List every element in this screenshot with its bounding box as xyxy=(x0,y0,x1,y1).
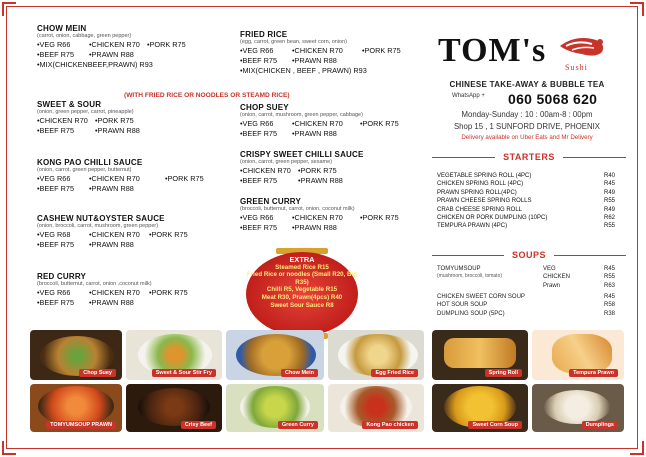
photo-tile xyxy=(126,384,222,432)
ingredients: (onion, broccoli, carrot, mushroom, green pepper) xyxy=(37,223,159,229)
price-item: •PRAWN R88 xyxy=(292,129,337,138)
ingredients: (broccoli, butternut, carrot, onion, coconut milk) xyxy=(240,206,355,212)
photo-caption: Sweet Corn Soup xyxy=(468,421,522,429)
price-item: •PRAWN R88 xyxy=(292,56,337,65)
tagline: CHINESE TAKE-AWAY & BUBBLE TEA xyxy=(449,80,605,89)
item-name: CHICKEN SWEET CORN SOUP xyxy=(437,294,525,300)
ingredients: (carrot, onion, cabbage, green pepper) xyxy=(37,33,132,39)
list-item xyxy=(437,172,615,180)
price-item: •PORK R75 xyxy=(360,119,399,128)
price-item: •MIX(CHICKENBEEF,PRAWN) R93 xyxy=(37,60,153,69)
photo-tile xyxy=(30,384,122,432)
photo-caption: Spring Roll xyxy=(485,369,522,377)
photo-tile xyxy=(126,330,222,380)
price-item: •CHICKEN R70 xyxy=(89,40,140,49)
price-item: •PRAWN R88 xyxy=(298,176,343,185)
photo-caption: TOMYUMSOUP PRAWN xyxy=(46,421,116,429)
price-item: •BEEF R75 xyxy=(37,126,75,135)
list-item xyxy=(437,301,615,309)
corner-ornament xyxy=(2,441,16,455)
corner-ornament xyxy=(630,2,644,16)
list-item xyxy=(437,180,615,188)
price-item: •CHICKEN R70 xyxy=(240,166,291,175)
price-item: •MIX(CHICKEN , BEEF , PRAWN) R93 xyxy=(240,66,367,75)
item-price: R62 xyxy=(603,215,615,222)
crispy-section xyxy=(240,150,364,186)
price-item: •VEG R66 xyxy=(240,213,274,222)
extra-line: Steamed Rice R15 xyxy=(275,263,329,271)
item-name: VEGETABLE SPRING ROLL (4PC) xyxy=(437,173,532,179)
option-name: CHICKEN xyxy=(543,274,571,281)
extra-line: Fried Rice or noodles (Small R20, Big R35) xyxy=(246,271,358,286)
price-item: •PORK R75 xyxy=(165,174,204,183)
brand-logo: TOM's xyxy=(438,32,547,69)
photo-caption: Chop Suey xyxy=(79,369,116,377)
photo-tile xyxy=(532,384,624,432)
photo-tile xyxy=(226,384,324,432)
price-item: •CHICKEN R70 xyxy=(292,213,343,222)
item-name: DUMPLING SOUP (5PC) xyxy=(437,310,505,317)
price-item: •BEEF R75 xyxy=(240,129,278,138)
item-price: R38 xyxy=(603,310,615,317)
photo-caption: Dumplings xyxy=(582,421,618,429)
section-title: GREEN CURRY xyxy=(240,197,302,206)
list-item xyxy=(437,197,615,205)
price-item: •PRAWN R88 xyxy=(89,50,134,59)
item-name: CHICKEN OR PORK DUMPLING (10PC) xyxy=(437,215,548,222)
ingredients: (onion, carrot, green pepper, sesame) xyxy=(240,159,333,165)
price-item: •PRAWN R88 xyxy=(292,223,337,232)
photo-caption: Crisy Beef xyxy=(181,421,216,429)
price-item: •PRAWN R88 xyxy=(95,126,140,135)
price-item: •BEEF R75 xyxy=(240,223,278,232)
price-item: •BEEF R75 xyxy=(240,56,278,65)
price-item: •PORK R75 xyxy=(149,288,188,297)
option-name: Prawn xyxy=(543,282,561,289)
rice-note: (WITH FRIED RICE OR NOODLES OR STEAMD RICE) xyxy=(124,92,290,99)
price-item: •CHICKEN R70 xyxy=(89,288,140,297)
ingredients: (broccoli, butternut, carrot, onion ,coconut milk) xyxy=(37,281,152,287)
list-item xyxy=(437,293,615,301)
photo-caption: Chow Mein xyxy=(281,369,318,377)
section-title: CRISPY SWEET CHILLI SAUCE xyxy=(240,150,364,159)
ingredients: (onion, carrot, mushroom, green pepper, cabbage) xyxy=(240,112,363,118)
chop-suey-section xyxy=(240,103,399,139)
red-curry-section xyxy=(37,272,188,308)
ingredients: (onion, carrot, green pepper, butternut) xyxy=(37,167,132,173)
photo-tile xyxy=(328,384,424,432)
cashew-section xyxy=(37,214,188,250)
item-price: R45 xyxy=(603,294,615,300)
item-price: R63 xyxy=(603,282,615,289)
item-price: R55 xyxy=(603,198,615,205)
whatsapp-label: WhatsApp + xyxy=(452,93,485,99)
section-title: RED CURRY xyxy=(37,272,87,281)
list-item xyxy=(437,214,615,222)
photo-tile xyxy=(30,330,122,380)
opening-hours: Monday-Sunday : 10 : 00am-8 : 00pm xyxy=(461,110,593,119)
price-item: •VEG R66 xyxy=(37,288,71,297)
item-price: R55 xyxy=(603,223,615,230)
list-item xyxy=(437,189,615,197)
item-name: PRAWN CHEESE SPRING ROLLS xyxy=(437,198,532,205)
item-price: R45 xyxy=(603,181,615,188)
photo-tile xyxy=(532,330,624,380)
price-item: •PORK R75 xyxy=(360,213,399,222)
soups-title: SOUPS xyxy=(512,250,547,260)
green-curry-section xyxy=(240,197,399,233)
section-title: CHOP SUEY xyxy=(240,103,289,112)
price-item: •CHICKEN R70 xyxy=(37,116,88,125)
chow-mein-section xyxy=(37,24,186,70)
list-item xyxy=(437,206,615,214)
price-item: •PRAWN R88 xyxy=(89,298,134,307)
photo-caption: Green Curry xyxy=(278,421,318,429)
price-item: •PRAWN R88 xyxy=(89,184,134,193)
price-item: •PORK R75 xyxy=(362,46,401,55)
option-name: VEG xyxy=(543,266,556,272)
extra-line: Sweet Sour Sauce R8 xyxy=(270,301,334,309)
delivery-info: Delivery available on Uber Eats and Mr Delivery xyxy=(461,134,593,141)
price-item: •CHICKEN R70 xyxy=(89,230,140,239)
price-item: •CHICKEN R70 xyxy=(292,46,343,55)
price-item: •PRAWN R88 xyxy=(89,240,134,249)
price-item: •PORK R75 xyxy=(147,40,186,49)
price-item: •BEEF R75 xyxy=(240,176,278,185)
list-item xyxy=(437,310,615,318)
price-item: •BEEF R75 xyxy=(37,50,75,59)
section-title: SWEET & SOUR xyxy=(37,100,102,109)
price-item: •CHICKEN R70 xyxy=(292,119,343,128)
price-item: •VEG R66 xyxy=(240,119,274,128)
item-price: R49 xyxy=(603,206,615,213)
photo-caption: Tempura Prawn xyxy=(569,369,618,377)
price-item: •CHICKEN R70 xyxy=(89,174,140,183)
ingredients: (mushroom, broccoli, tomato) xyxy=(437,273,503,280)
photo-tile xyxy=(432,384,528,432)
price-item: •BEEF R75 xyxy=(37,240,75,249)
photo-caption: Egg Fried Rice xyxy=(371,369,418,377)
item-price: R58 xyxy=(603,302,615,309)
fried-rice-section xyxy=(240,30,401,76)
price-item: •VEG R66 xyxy=(37,40,71,49)
item-price: R40 xyxy=(603,173,615,179)
item-name: CRAB CHEESE SPRING ROLL xyxy=(437,206,523,213)
item-price: R55 xyxy=(603,274,615,281)
list-item xyxy=(437,222,615,230)
extra-line: Chilli R5, Vegetable R15 xyxy=(266,286,338,294)
price-item: •VEG R66 xyxy=(240,46,274,55)
ingredients: (onion, green pepper, carrot, pineapple) xyxy=(37,109,134,115)
sweet-sour-section xyxy=(37,100,140,136)
item-price: R49 xyxy=(603,189,615,196)
soups-header xyxy=(432,249,626,261)
photo-caption: Sweet & Sour Stir Fry xyxy=(152,369,216,377)
kong-pao-section xyxy=(37,158,204,194)
item-name: CHICKEN SPRING ROLL (4PC) xyxy=(437,181,524,188)
starters-title: STARTERS xyxy=(503,152,555,162)
price-item: •PORK R75 xyxy=(149,230,188,239)
extra-title: EXTRA xyxy=(289,255,315,264)
corner-ornament xyxy=(630,441,644,455)
price-item: •VEG R68 xyxy=(37,230,71,239)
price-item: •PORK R75 xyxy=(298,166,337,175)
section-title: CASHEW NUT&OYSTER SAUCE xyxy=(37,214,165,223)
extra-line: Meat R30, Prawn(4pcs) R40 xyxy=(261,293,343,301)
extra-section xyxy=(246,256,358,309)
item-name: TOMYUMSOUP xyxy=(437,266,481,272)
item-name: TEMPURA PRAWN (4PC) xyxy=(437,223,508,230)
photo-caption: Kong Pao chicken xyxy=(362,421,418,429)
photo-tile xyxy=(328,330,424,380)
section-title: FRIED RICE xyxy=(240,30,288,39)
phone-number[interactable]: 060 5068 620 xyxy=(508,91,598,107)
corner-ornament xyxy=(2,2,16,16)
price-item: •VEG R66 xyxy=(37,174,71,183)
starters-list xyxy=(437,172,615,231)
ingredients: (egg, carrot, green bean, sweet corn, onion) xyxy=(240,39,348,45)
item-name: HOT SOUR SOUP xyxy=(437,302,488,309)
price-item: •PORK R75 xyxy=(95,116,134,125)
item-name: PRAWN SPRING ROLL(4PC) xyxy=(437,189,517,196)
starters-header xyxy=(432,151,626,163)
soups-list xyxy=(437,265,615,318)
item-price: R45 xyxy=(603,266,615,272)
address: Shop 15 , 1 SUNFORD DRIVE, PHOENIX xyxy=(453,122,601,131)
price-item: •BEEF R75 xyxy=(37,298,75,307)
photo-tile xyxy=(432,330,528,380)
section-title: CHOW MEIN xyxy=(37,24,87,33)
photo-tile xyxy=(226,330,324,380)
price-item: •BEEF R75 xyxy=(37,184,75,193)
sushi-wordmark: Sushi xyxy=(565,63,588,72)
section-title: KONG PAO CHILLI SAUCE xyxy=(37,158,143,167)
